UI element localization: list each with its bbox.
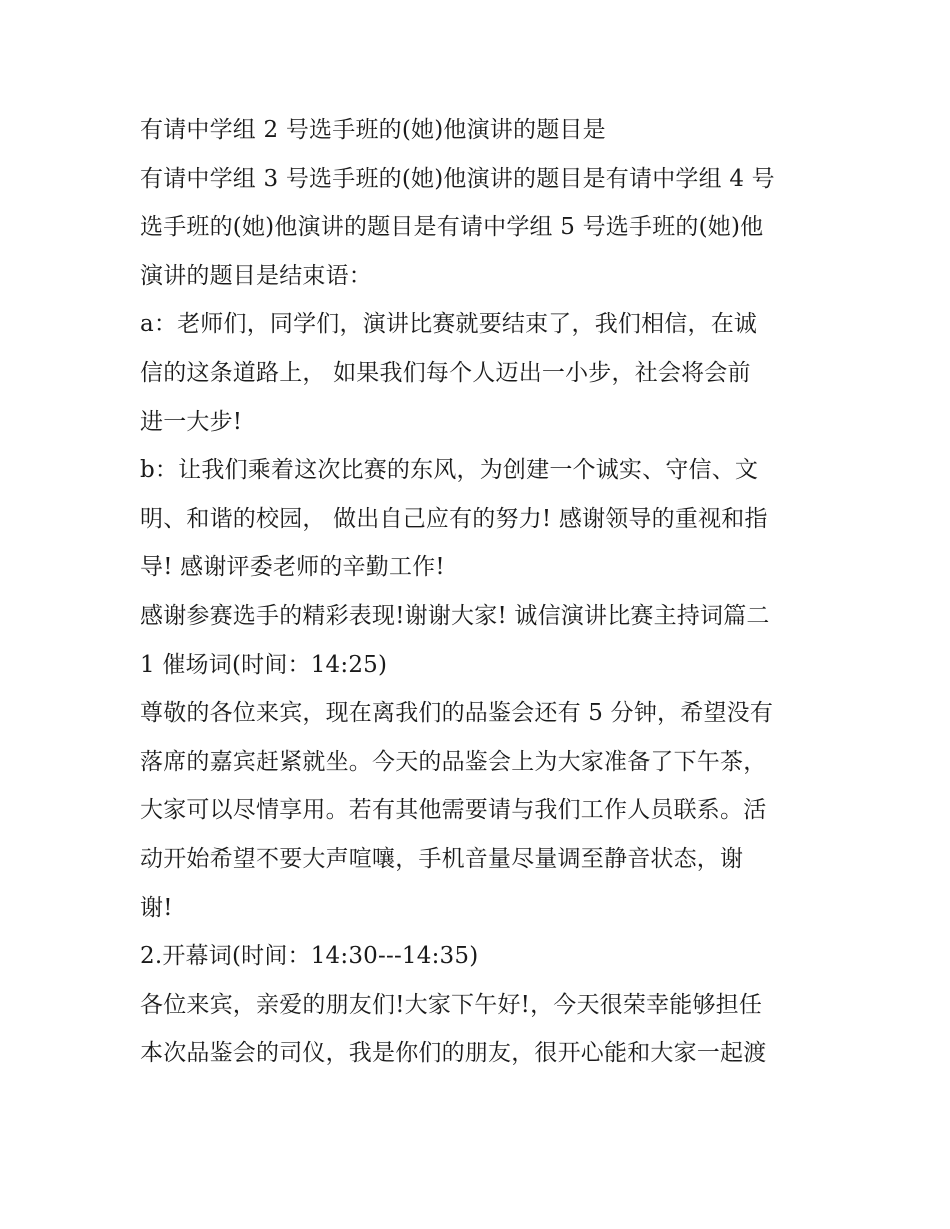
text-line: 有请中学组 2 号选手班的(她)他演讲的题目是	[140, 117, 606, 143]
text-line: 进一大步!	[140, 408, 243, 435]
text-line: b：让我们乘着这次比赛的东风，为创建一个诚实、守信、文	[140, 457, 759, 484]
section-heading: 2.开幕词(时间：14:30---14:35)	[140, 943, 479, 970]
document-body	[140, 106, 820, 1078]
text-line: 有请中学组 3 号选手班的(她)他演讲的题目是有请中学组 4 号	[140, 165, 775, 192]
text-line: a：老师们，同学们，演讲比赛就要结束了，我们相信，在诚	[140, 311, 758, 338]
text-line: 选手班的(她)他演讲的题目是有请中学组 5 号选手班的(她)他	[140, 214, 764, 241]
text-line: 谢!	[140, 894, 173, 921]
text-line: 动开始希望不要大声喧嚷，手机音量尽量调至静音状态，谢	[140, 845, 744, 872]
section-heading: 1 催场词(时间：14:25)	[140, 651, 388, 678]
text-line: 大家可以尽情享用。若有其他需要请与我们工作人员联系。活	[140, 797, 767, 824]
text-line: 各位来宾，亲爱的朋友们!大家下午好!，今天很荣幸能够担任	[140, 991, 763, 1018]
text-line: 落席的嘉宾赶紧就坐。今天的品鉴会上为大家准备了下午茶，	[140, 748, 767, 775]
text-line: 本次品鉴会的司仪，我是你们的朋友，很开心能和大家一起渡	[140, 1040, 767, 1067]
text-line: 演讲的题目是结束语：	[140, 262, 372, 289]
text-line: 导! 感谢评委老师的辛勤工作!	[140, 554, 445, 581]
text-line: 感谢参赛选手的精彩表现!谢谢大家! 诚信演讲比赛主持词篇二	[140, 602, 770, 629]
text-line: 尊敬的各位来宾，现在离我们的品鉴会还有 5 分钟，希望没有	[140, 700, 774, 727]
text-line: 明、和谐的校园， 做出自己应有的努力! 感谢领导的重视和指	[140, 505, 768, 532]
text-line: 信的这条道路上， 如果我们每个人迈出一小步，社会将会前	[140, 359, 751, 386]
